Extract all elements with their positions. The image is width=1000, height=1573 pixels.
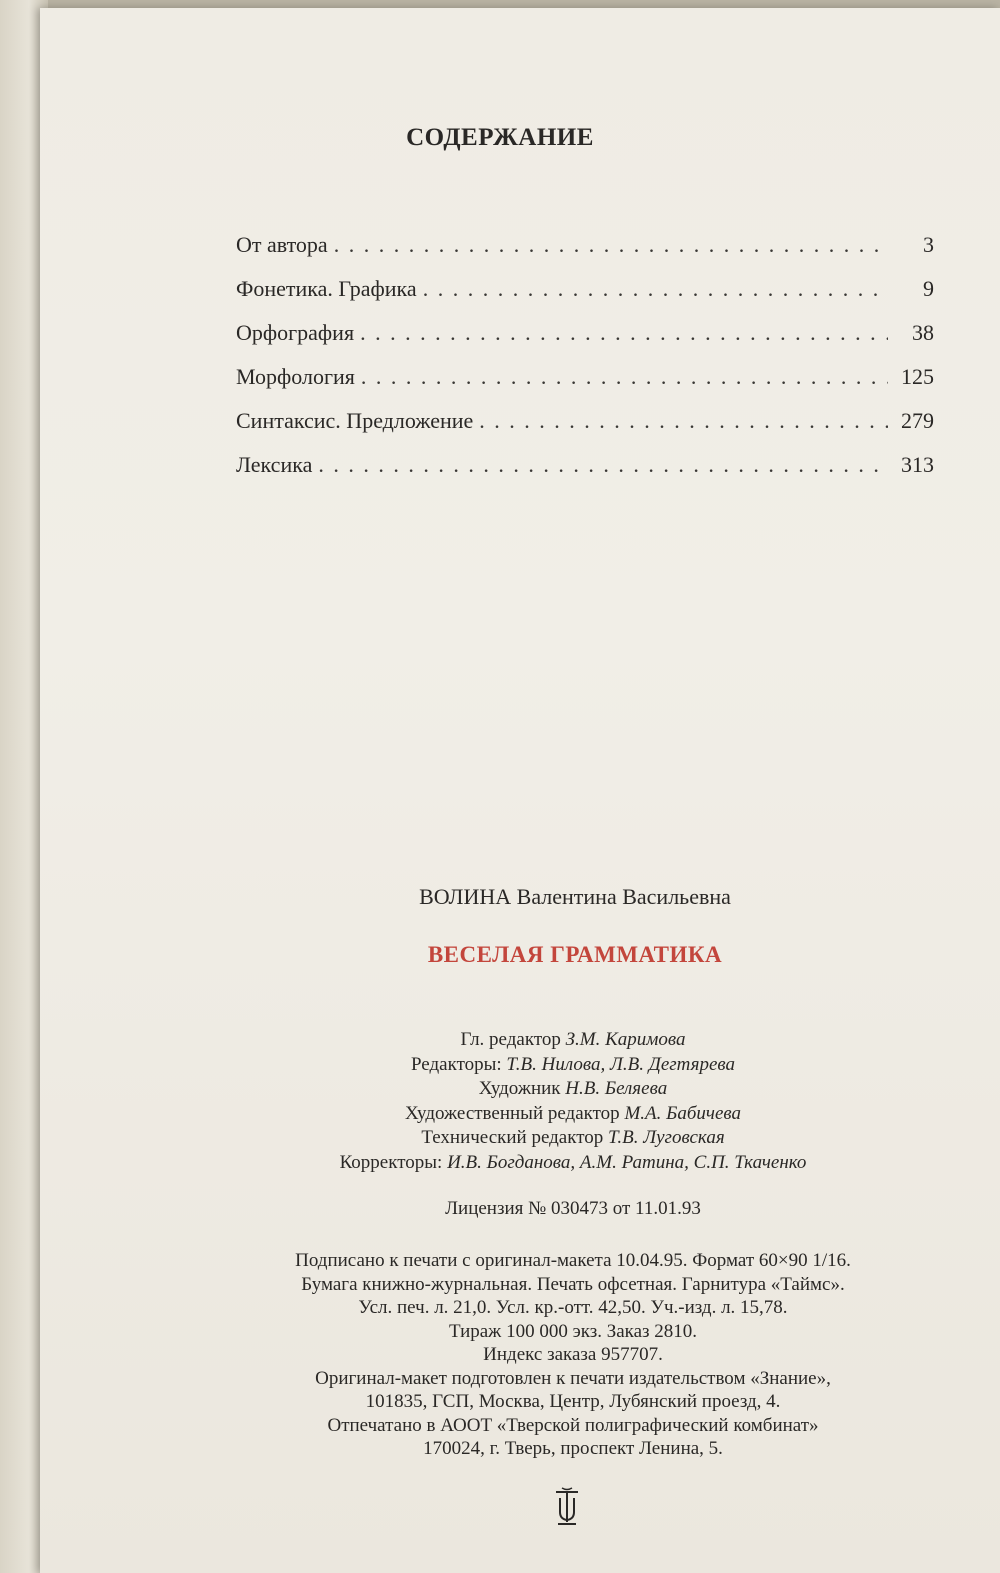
credit-role: Гл. редактор <box>460 1029 561 1050</box>
imprint-line: Подписано к печати с оригинал-макета 10.04.95. Формат 60×90 1/16. <box>295 1250 851 1271</box>
credit-line <box>0 1126 1000 1151</box>
toc-entry-label: Синтаксис. Предложение <box>236 408 474 433</box>
toc-entry-page: 279 <box>901 408 934 433</box>
toc-entry-page: 125 <box>901 364 934 389</box>
credits-block <box>0 1028 1000 1175</box>
toc-entry-page: 3 <box>923 232 934 257</box>
toc-entry-page: 313 <box>901 452 934 477</box>
credit-names: Т.В. Нилова, Л.В. Дегтярева <box>506 1053 735 1075</box>
credit-role: Корректоры: <box>339 1151 443 1173</box>
book-title: ВЕСЕЛАЯ ГРАММАТИКА <box>427 942 723 967</box>
imprint-line: 170024, г. Тверь, проспект Ленина, 5. <box>423 1438 723 1459</box>
toc-entry-label: От автора <box>236 232 328 257</box>
toc-leader-dots <box>318 452 888 478</box>
credit-role: Редакторы: <box>410 1053 502 1075</box>
imprint-line: 101835, ГСП, Москва, Центр, Лубянский проезд, 4. <box>365 1391 781 1412</box>
contents-title: СОДЕРЖАНИЕ <box>406 124 594 151</box>
toc-entry-label: Орфография <box>236 320 355 345</box>
toc-leader-dots <box>423 276 888 302</box>
toc-leader-dots <box>479 408 888 434</box>
toc-leader-dots <box>361 364 888 390</box>
imprint-line: Усл. печ. л. 21,0. Усл. кр.-отт. 42,50. Уч.-изд. л. 15,78. <box>358 1297 788 1318</box>
toc-entry-page: 38 <box>912 320 934 345</box>
imprint-line: Отпечатано в АООТ «Тверской полиграфический комбинат» <box>327 1414 819 1436</box>
imprint-line: Тираж 100 000 экз. Заказ 2810. <box>448 1320 698 1342</box>
toc-entry <box>236 276 934 320</box>
credit-role: Технический редактор <box>421 1127 604 1148</box>
credit-role: Художник <box>478 1078 561 1099</box>
license-line: Лицензия № 030473 от 11.01.93 <box>445 1198 701 1219</box>
toc-leader-dots <box>360 320 888 346</box>
credit-line <box>0 1028 1000 1053</box>
toc-entry <box>236 320 934 364</box>
credit-names: Н.В. Беляева <box>565 1078 668 1099</box>
toc-leader-dots <box>334 232 888 258</box>
imprint-line: Бумага книжно-журнальная. Печать офсетная. Гарнитура «Таймс». <box>301 1273 845 1295</box>
toc-entry <box>236 452 934 496</box>
credit-line <box>0 1053 1000 1078</box>
imprint-line: Оригинал-макет подготовлен к печати издательством «Знание», <box>315 1367 831 1389</box>
credit-names: М.А. Бабичева <box>624 1102 741 1124</box>
credit-names: И.В. Богданова, А.М. Ратина, С.П. Ткаченко <box>447 1151 807 1173</box>
printer-logo-icon <box>552 1486 582 1528</box>
author-name: ВОЛИНА Валентина Васильевна <box>419 884 731 909</box>
credit-line <box>0 1151 1000 1176</box>
table-of-contents <box>236 232 934 496</box>
credit-line <box>0 1077 1000 1102</box>
toc-entry <box>236 364 934 408</box>
credit-names: Т.В. Луговская <box>608 1127 725 1148</box>
credit-names: З.М. Каримова <box>565 1029 686 1050</box>
imprint-block <box>0 1249 1000 1461</box>
credit-role: Художественный редактор <box>404 1102 620 1124</box>
toc-entry-label: Фонетика. Графика <box>236 276 417 301</box>
imprint-line: Индекс заказа 957707. <box>483 1344 663 1365</box>
toc-entry-label: Морфология <box>236 364 355 389</box>
toc-entry-label: Лексика <box>236 452 313 477</box>
toc-entry <box>236 232 934 276</box>
toc-entry <box>236 408 934 452</box>
credit-line <box>0 1102 1000 1127</box>
toc-entry-page: 9 <box>923 276 934 301</box>
